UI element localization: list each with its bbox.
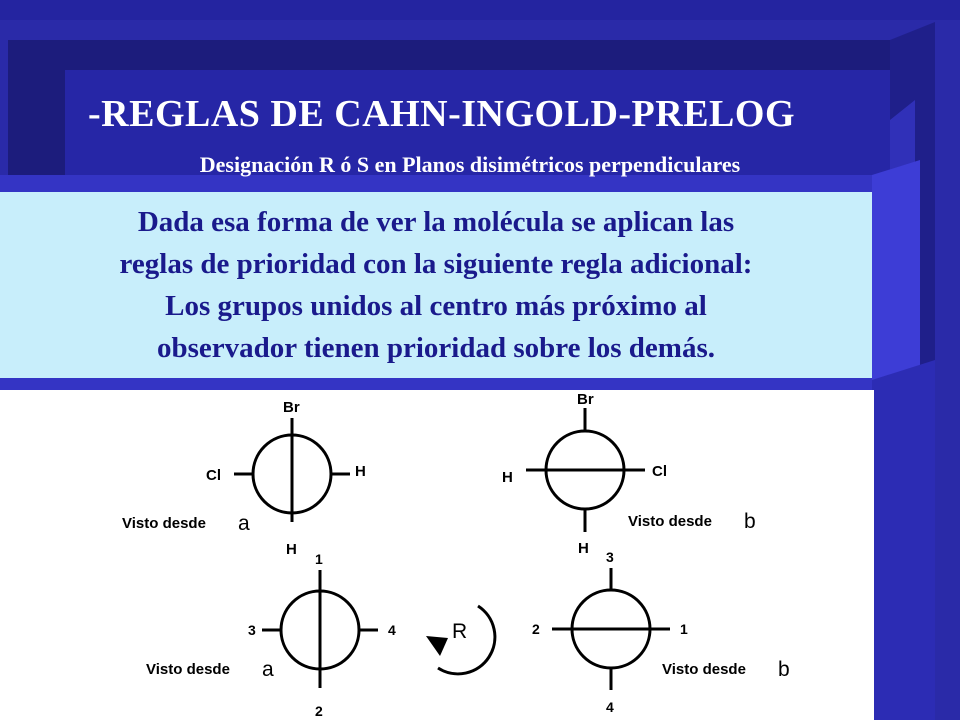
view-caption-letter: b (744, 510, 756, 533)
slide-subtitle: Designación R ó S en Planos disimétricos perpendiculares (199, 152, 741, 177)
substituent-bottom-label: H (286, 541, 297, 558)
view-caption: Visto desde (146, 661, 230, 678)
substituent-left-label: Cl (206, 467, 221, 484)
rotation-label: R (452, 620, 468, 643)
rule-text-line: reglas de prioridad con la siguiente regla adicional: (119, 248, 753, 280)
view-caption: Visto desde (628, 513, 712, 530)
view-caption: Visto desde (122, 515, 206, 532)
slide-title: -REGLAS DE CAHN-INGOLD-PRELOG (88, 93, 795, 135)
priority-left-label: 3 (248, 622, 256, 638)
rule-text-line: Los grupos unidos al centro más próximo al (165, 290, 707, 322)
substituent-right-label: Cl (652, 463, 667, 480)
view-caption-letter: a (262, 658, 274, 681)
rule-text-line: observador tienen prioridad sobre los demás. (156, 332, 715, 364)
substituent-left-label: H (502, 469, 513, 486)
substituent-top-label: Br (577, 391, 594, 408)
rotation-arrow-icon (426, 606, 495, 674)
priority-bottom-label: 4 (606, 699, 614, 715)
priority-right-label: 1 (680, 621, 688, 637)
projection-view-a-substituents (122, 399, 366, 558)
view-caption: Visto desde (662, 661, 746, 678)
substituent-right-label: H (355, 463, 366, 480)
substituent-top-label: Br (283, 399, 300, 416)
priority-right-label: 4 (388, 622, 396, 638)
priority-bottom-label: 2 (315, 703, 323, 719)
substituent-bottom-label: H (578, 540, 589, 557)
rule-text-line: Dada esa forma de ver la molécula se aplican las (137, 206, 735, 238)
priority-top-label: 1 (315, 551, 323, 567)
projection-view-a-priorities (146, 551, 396, 719)
view-caption-letter: a (238, 512, 250, 535)
priority-top-label: 3 (606, 549, 614, 565)
priority-left-label: 2 (532, 621, 540, 637)
view-caption-letter: b (778, 658, 790, 681)
rule-text-box (0, 192, 872, 378)
projection-view-b-substituents (502, 391, 756, 557)
projection-view-b-priorities (532, 549, 790, 715)
newman-projection-diagram (0, 390, 874, 720)
